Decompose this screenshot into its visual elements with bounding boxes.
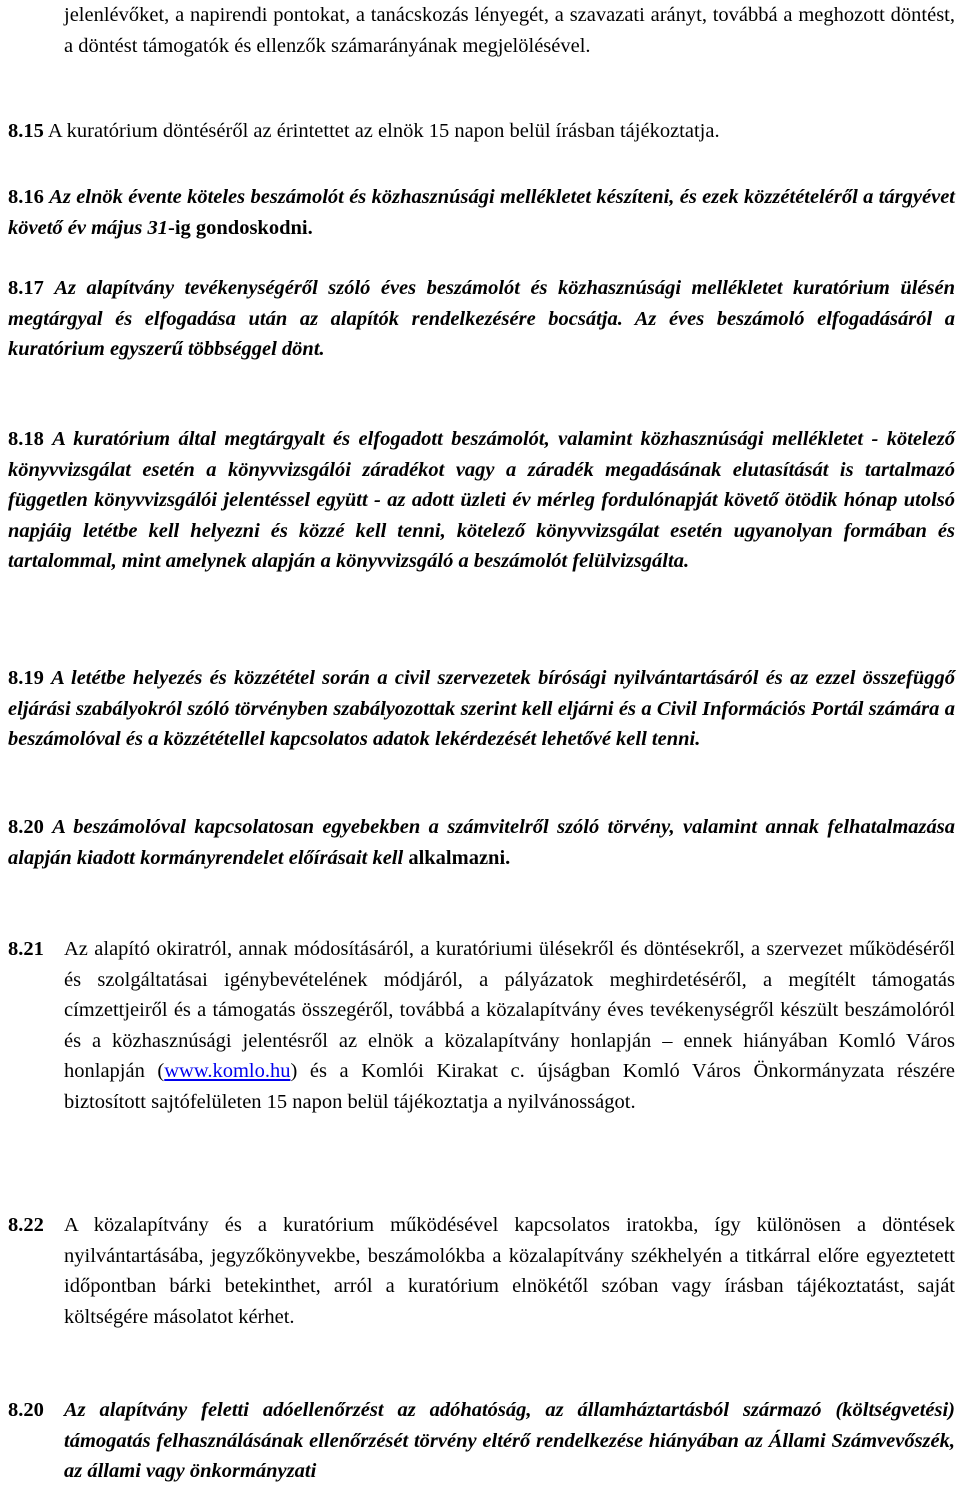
paragraph-text-tail: -ig gondoskodni. — [168, 216, 313, 239]
paragraph-number: 8.19 — [8, 667, 44, 689]
paragraph-number: 8.21 — [8, 938, 44, 960]
paragraph-text: A beszámolóval kapcsolatosan egyebekben a számvitelről szóló törvény, valamint annak felhatalmazása alapján kiadott kormányrendelet előírásait kell — [8, 816, 955, 869]
paragraph-8-18 — [8, 424, 955, 577]
paragraph-intro-text: jelenlévőket, a napirendi pontokat, a tanácskozás lényegét, a szavazati arányt, továbbá a meghozott döntést, a döntést támogatók és ellenzők számarányának megjelölésével. — [64, 4, 955, 57]
paragraph-text-after: ) és a Komlói Kirakat c. újságban Komló Város Önkormányzata részére biztosított sajtófelületen 15 napon belül tájékoztatja a nyilvánosságot. — [64, 1060, 955, 1113]
paragraph-text-tail: alkalmazni. — [408, 846, 511, 869]
paragraph-number: 8.22 — [8, 1214, 44, 1236]
paragraph-number: 8.16 — [8, 186, 44, 208]
paragraph-text: Az alapítvány feletti adóellenőrzést az adóhatóság, az államháztartásból származó (költségvetési) támogatás felhasználásának ellenőrzését törvény eltérő rendelkezése hiányában az Állami Számvevőszék, az állami vagy önkormányzati — [64, 1399, 955, 1482]
paragraph-8-22 — [8, 1210, 955, 1332]
paragraph-8-16 — [8, 182, 955, 243]
paragraph-number: 8.15 — [8, 120, 44, 142]
paragraph-8-20-b — [8, 1395, 955, 1487]
paragraph-intro — [64, 0, 955, 61]
paragraph-8-17 — [8, 273, 955, 365]
paragraph-text: A közalapítvány és a kuratórium működésével kapcsolatos iratokba, így különösen a döntések nyilvántartásába, jegyzőkönyvekbe, beszámolókba a közalapítvány székhelyén a titkárral előre egyeztetett időpontban bárki betekinthet, arról a kuratórium elnökétől szóban vagy írásban tájékoztatást, saját költségére másolatot kérhet. — [64, 1214, 955, 1328]
paragraph-text: A letétbe helyezés és közzététel során a civil szervezetek bírósági nyilvántartásáról és az ezzel összefüggő eljárási szabályokról szóló törvényben szabályozottak szerint kell eljárni és a Civil Információs Portál számára a beszámolóval és a közzététellel kapcsolatos adatok lekérdezését lehetővé kell tenni. — [8, 667, 956, 750]
paragraph-8-21 — [8, 934, 955, 1117]
paragraph-text: A kuratórium döntéséről az érintettet az elnök 15 napon belül írásban tájékoztatja. — [47, 120, 720, 142]
paragraph-text: Az elnök évente köteles beszámolót és közhasznúsági mellékletet készíteni, és ezek közzétételéről a tárgyévet követő év május 31 — [8, 186, 955, 239]
paragraph-number: 8.17 — [8, 277, 44, 299]
komlo-website-link[interactable]: www.komlo.hu — [164, 1060, 291, 1082]
paragraph-8-20-a — [8, 812, 955, 873]
paragraph-number: 8.18 — [8, 428, 44, 450]
paragraph-number: 8.20 — [8, 816, 44, 838]
paragraph-text: Az alapítvány tevékenységéről szóló éves beszámolót és közhasznúsági mellékletet kuratórium ülésén megtárgyal és elfogadása után az alapítók rendelkezésére bocsátja. Az éves beszámoló elfogadásáról a kuratórium egyszerű többséggel dönt. — [8, 277, 955, 360]
paragraph-number: 8.20 — [8, 1399, 44, 1421]
paragraph-8-19 — [8, 663, 955, 755]
paragraph-8-15 — [8, 116, 955, 147]
paragraph-text: Az alapító okiratról, annak módosításáról, a kuratóriumi ülésekről és döntésekről, a szervezet működéséről és szolgáltatásai igénybevételének módjáról, a pályázatok meghirdetéséről, a megítélt támogatás címzettjeiről és a támogatás összegéről, továbbá a közalapítvány éves tevékenységről készült beszámolóról és a közhasznúsági jelentésről az elnök a közalapítvány honlapján – ennek hiányában Komló Város honlapján ( — [64, 938, 955, 1082]
paragraph-text: A kuratórium által megtárgyalt és elfogadott beszámolót, valamint közhasznúsági mellékletet - kötelező könyvvizsgálat esetén a könyvvizsgálói záradékot vagy a záradék megadásának elutasítását is tartalmazó független könyvvizsgálói jelentéssel együtt - az adott üzleti év mérleg fordulónapját követő ötödik hónap utolsó napjáig letétbe kell helyezni és közzé kell tenni, kötelező könyvvizsgálat esetén ugyanolyan formában és tartalommal, mint amelynek alapján a könyvvizsgáló a beszámolót felülvizsgálta. — [8, 428, 956, 572]
